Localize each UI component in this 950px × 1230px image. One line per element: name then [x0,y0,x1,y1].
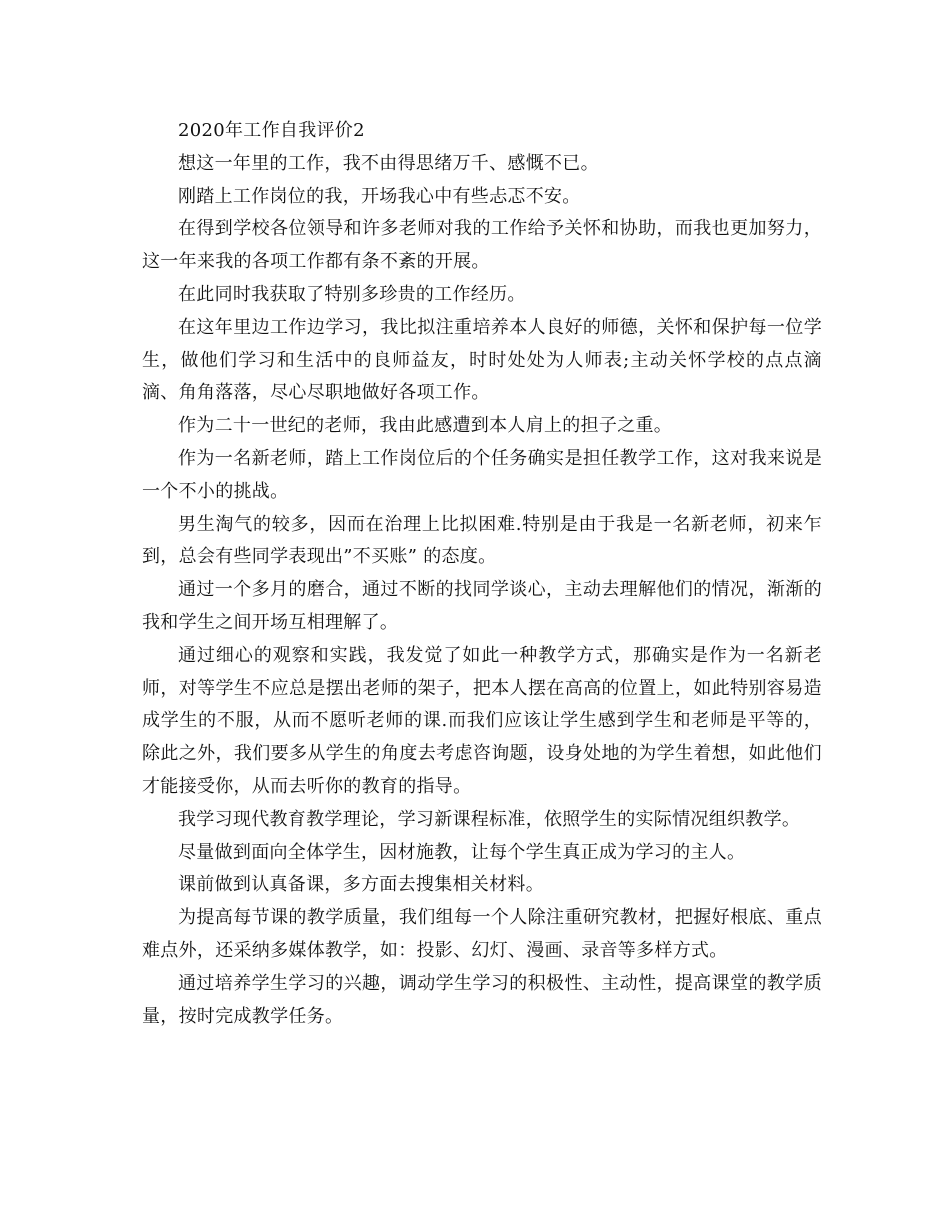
paragraph: 我学习现代教育教学理论，学习新课程标准，依照学生的实际情况组织教学。 [178,808,801,830]
paragraph: 尽量做到面向全体学生，因材施教，让每个学生真正成为学习的主人。 [178,841,746,863]
paragraph: 通过培养学生学习的兴趣，调动学生学习的积极性、主动性，提高课堂的教学质量，按时完成教学任务。 [142,972,822,1027]
paragraph: 作为一名新老师，踏上工作岗位后的个任务确实是担任教学工作，这对我来说是一个不小的挑战。 [142,447,822,502]
paragraph: 通过细心的观察和实践，我发觉了如此一种教学方式，那确实是作为一名新老师，对等学生不应总是摆出老师的架子，把本人摆在高高的位置上，如此特别容易造成学生的不服，从而不愿听老师的课.而我们应该让学生感到学生和老师是平等的，除此之外，我们要多从学生的角度去考虑咨询题，设身处地的为学生着想，如此他们才能接受你，从而去听你的教育的指导。 [142,644,822,797]
paragraph: 为提高每节课的教学质量，我们组每一个人除注重研究教材，把握好根底、重点难点外，还采纳多媒体教学，如：投影、幻灯、漫画、录音等多样方式。 [142,907,822,961]
paragraph: 在得到学校各位领导和许多老师对我的工作给予关怀和协助，而我也更加努力，这一年来我的各项工作都有条不紊的开展。 [142,218,822,273]
paragraph: 想这一年里的工作，我不由得思绪万千、感慨不已。 [178,152,599,174]
document-body [142,115,822,1033]
paragraph: 刚踏上工作岗位的我，开场我心中有些忐忑不安。 [178,185,581,207]
paragraph: 作为二十一世纪的老师，我由此感遭到本人肩上的担子之重。 [178,415,673,437]
paragraph: 课前做到认真备课，多方面去搜集相关材料。 [178,874,544,896]
paragraph: 在这年里边工作边学习，我比拟注重培养本人良好的师德，关怀和保护每一位学生，做他们学习和生活中的良师益友，时时处处为人师表;主动关怀学校的点点滴滴、角角落落，尽心尽职地做好各项工作。 [142,316,822,404]
document-title: 2020年工作自我评价2 [178,120,365,141]
paragraph: 在此同时我获取了特别多珍贵的工作经历。 [178,283,526,305]
paragraph: 男生淘气的较多，因而在治理上比拟困难.特别是由于我是一名新老师，初来乍到，总会有些同学表现出”不买账” 的态度。 [142,513,822,568]
paragraph: 通过一个多月的磨合，通过不断的找同学谈心，主动去理解他们的情况，渐渐的我和学生之间开场互相理解了。 [142,579,822,633]
